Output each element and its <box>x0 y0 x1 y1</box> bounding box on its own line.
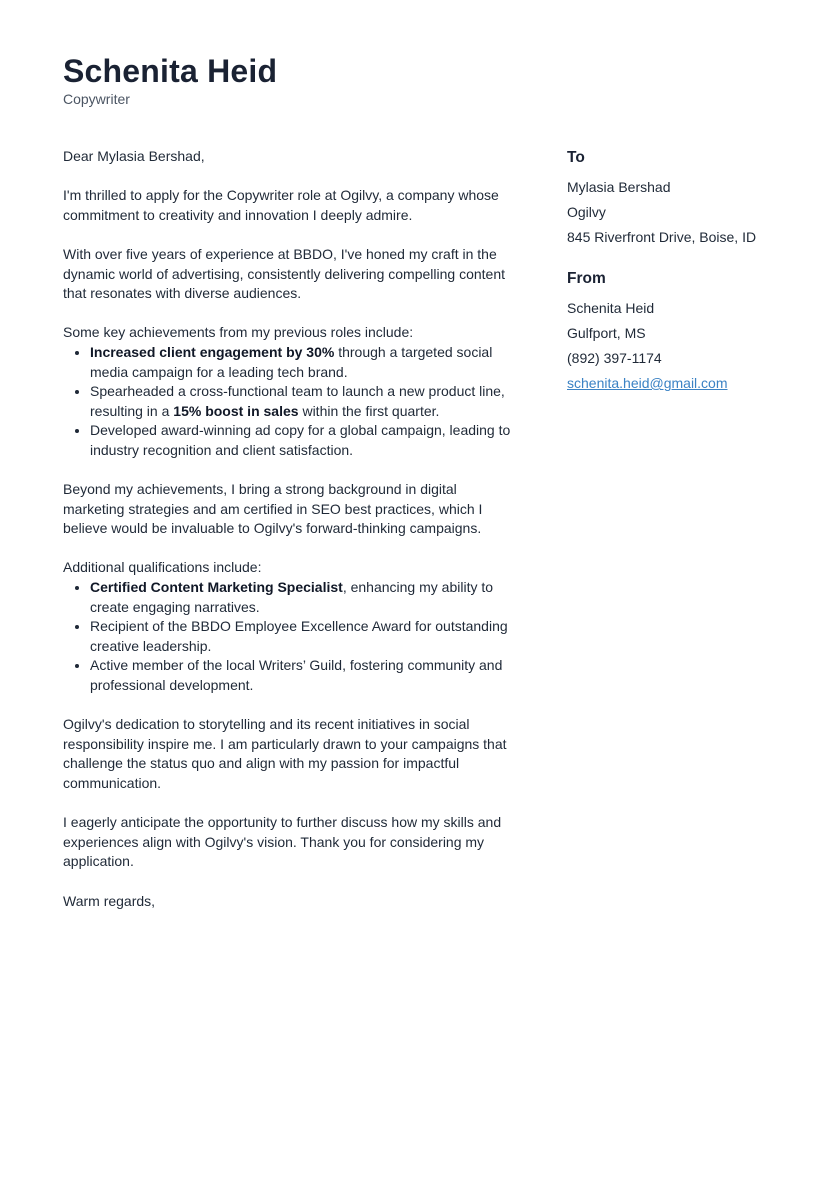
contact-sidebar <box>567 147 797 414</box>
list-item <box>90 343 521 382</box>
qualifications-intro: Additional qualifications include: <box>63 559 262 576</box>
list-item-text: , enhancing my ability to create engaging narratives. <box>90 579 494 615</box>
highlight-text: Increased client engagement by 30% <box>90 343 335 360</box>
highlight-text: Certified Content Marketing Specialist <box>90 579 343 596</box>
list-item <box>90 382 521 421</box>
sender-name: Schenita Heid <box>567 300 655 316</box>
achievements-intro: Some key achievements from my previous roles include: <box>63 324 414 341</box>
list-item-text: through a targeted social media campaign for a leading tech brand. <box>90 343 493 380</box>
sender-location: Gulfport, MS <box>567 325 646 341</box>
greeting: Dear Mylasia Bershad, <box>63 148 205 164</box>
closing: Warm regards, <box>63 892 156 909</box>
achievements-list <box>63 343 521 461</box>
applicant-title: Copywriter <box>63 91 130 107</box>
list-item-text: Recipient of the BBDO Employee Excellence Award for outstanding creative leadership. <box>90 618 508 654</box>
recipient-address: 845 Riverfront Drive, Boise, ID <box>567 229 757 245</box>
letter-body <box>63 147 521 931</box>
header <box>63 52 277 108</box>
recipient-heading: To <box>567 149 585 166</box>
recipient-name: Mylasia Bershad <box>567 179 671 195</box>
paragraph-4: Ogilvy's dedication to storytelling and its recent initiatives in social responsibility inspire me. I am particularly drawn to your campaigns that challenge the status quo and align with my passion for impactful communication. <box>63 716 507 791</box>
list-item <box>90 578 521 617</box>
paragraph-3: Beyond my achievements, I bring a strong background in digital marketing strategies and am certified in SEO best practices, which I believe would be invaluable to Ogilvy's forward-thinking campaigns. <box>63 481 483 537</box>
list-item <box>90 656 521 695</box>
paragraph-2: With over five years of experience at BBDO, I've honed my craft in the dynamic world of advertising, consistently delivering compelling content that resonates with diverse audiences. <box>63 245 505 302</box>
recipient-company: Ogilvy <box>567 204 606 220</box>
paragraph-1: I'm thrilled to apply for the Copywriter role at Ogilvy, a company whose commitment to creativity and innovation I deeply admire. <box>63 187 499 223</box>
list-item-text: Developed award-winning ad copy for a global campaign, leading to industry recognition and client satisfaction. <box>90 422 511 458</box>
qualifications-list <box>63 578 521 696</box>
list-item <box>90 617 521 656</box>
list-item <box>90 421 521 460</box>
sender-block <box>567 268 797 396</box>
list-item-text: Active member of the local Writers’ Guild, fostering community and professional development. <box>90 657 503 694</box>
highlight-text: 15% boost in sales <box>173 402 299 419</box>
sender-email-link[interactable]: schenita.heid@gmail.com <box>567 375 728 391</box>
recipient-block <box>567 147 797 250</box>
paragraph-5: I eagerly anticipate the opportunity to further discuss how my skills and experiences align with Ogilvy's vision. Thank you for considering my application. <box>63 814 502 870</box>
list-item-text: Spearheaded a cross-functional team to launch a new product line, resulting in a <box>90 383 505 419</box>
sender-phone: (892) 397-1174 <box>567 350 662 366</box>
list-item-text: within the first quarter. <box>298 402 440 419</box>
applicant-name: Schenita Heid <box>63 53 278 89</box>
sender-heading: From <box>567 270 606 287</box>
